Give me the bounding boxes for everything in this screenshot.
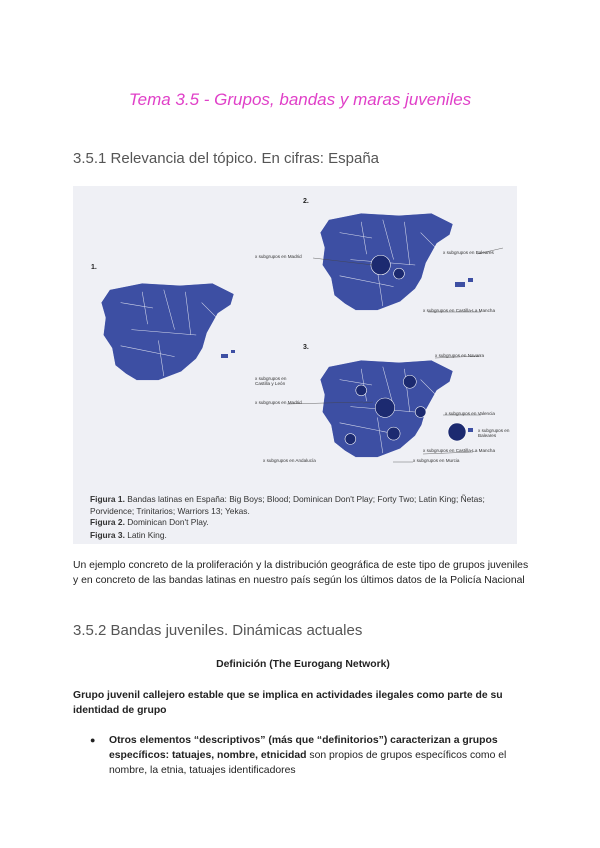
figure-caption-3 bbox=[90, 529, 167, 541]
panel-number-1: 1. bbox=[91, 264, 97, 271]
caption-3-label: Figura 3. bbox=[90, 530, 125, 540]
bullet-item bbox=[90, 733, 530, 778]
map-2 bbox=[320, 213, 453, 310]
label-map2-castilla-la-mancha: x subgrupos en Castilla-La Mancha bbox=[423, 308, 496, 313]
paragraph-policia-nacional: Un ejemplo concreto de la proliferación y la distribución geográfica de este tipo de grupos juveniles y en concreto de las bandas latinas en nuestro país según los últimos datos de la Policía Nacional bbox=[73, 560, 529, 586]
definition-text: Grupo juvenil callejero estable que se implica en actividades ilegales como parte de su identidad de grupo bbox=[73, 690, 503, 716]
bullet-icon: ● bbox=[90, 735, 96, 745]
caption-1-label: Figura 1. bbox=[90, 494, 125, 504]
label-map2-madrid: x subgrupos en Madrid bbox=[255, 254, 302, 259]
label-map3-baleares: x subgrupos en Baleares bbox=[478, 428, 510, 438]
caption-3-text: Latin King. bbox=[124, 530, 167, 540]
figure-caption-1 bbox=[90, 493, 510, 517]
label-map3-madrid: x subgrupos en Madrid bbox=[255, 400, 302, 405]
page-title: Tema 3.5 - Grupos, bandas y maras juveniles bbox=[128, 90, 472, 109]
maps-svg bbox=[73, 186, 517, 544]
label-map2-baleares: x subgrupos en Baleares bbox=[443, 250, 494, 255]
bullet-text bbox=[109, 733, 530, 778]
map-1 bbox=[101, 283, 234, 380]
caption-2-label: Figura 2. bbox=[90, 517, 125, 527]
label-map3-murcia: x subgrupos en Murcia bbox=[413, 458, 460, 463]
bullet-rest-text: son propios de grupos específicos como el nombre, la etnia, tatuajes identificadores bbox=[109, 750, 507, 776]
bullet-bold-text: Otros elementos “descriptivos” (más que “definitorios”) caracterizan a grupos específicos: tatuajes, nombre, etnicidad bbox=[109, 735, 498, 761]
panel-number-2: 2. bbox=[303, 198, 309, 205]
map-3 bbox=[320, 360, 453, 457]
section-heading-bandas: 3.5.2 Bandas juveniles. Dinámicas actuales bbox=[73, 622, 363, 639]
figure-caption-2 bbox=[90, 516, 209, 528]
label-map3-castilla-la-mancha: x subgrupos en Castilla-La Mancha bbox=[423, 448, 496, 453]
label-map3-castilla-leon: x subgrupos en Castilla y León bbox=[255, 376, 287, 386]
label-map3-navarra: x subgrupos en Navarra bbox=[435, 353, 485, 358]
label-map3-andalucia: x subgrupos en Andalucía bbox=[263, 458, 316, 463]
panel-number-3: 3. bbox=[303, 344, 309, 351]
caption-2-text: Dominican Don't Play. bbox=[124, 517, 209, 527]
label-map3-valencia: x subgrupos en Valencia bbox=[445, 411, 495, 416]
spain-maps-figure bbox=[73, 186, 517, 544]
section-heading-relevancia: 3.5.1 Relevancia del tópico. En cifras: España bbox=[73, 150, 380, 167]
definition-heading: Definición (The Eurogang Network) bbox=[216, 659, 390, 670]
caption-1-text: Bandas latinas en España: Big Boys; Blood; Dominican Don't Play; Forty Two; Latin King; Ñetas; Porvidence; Trinitarios; Warriors 13; Yekas. bbox=[90, 494, 485, 516]
